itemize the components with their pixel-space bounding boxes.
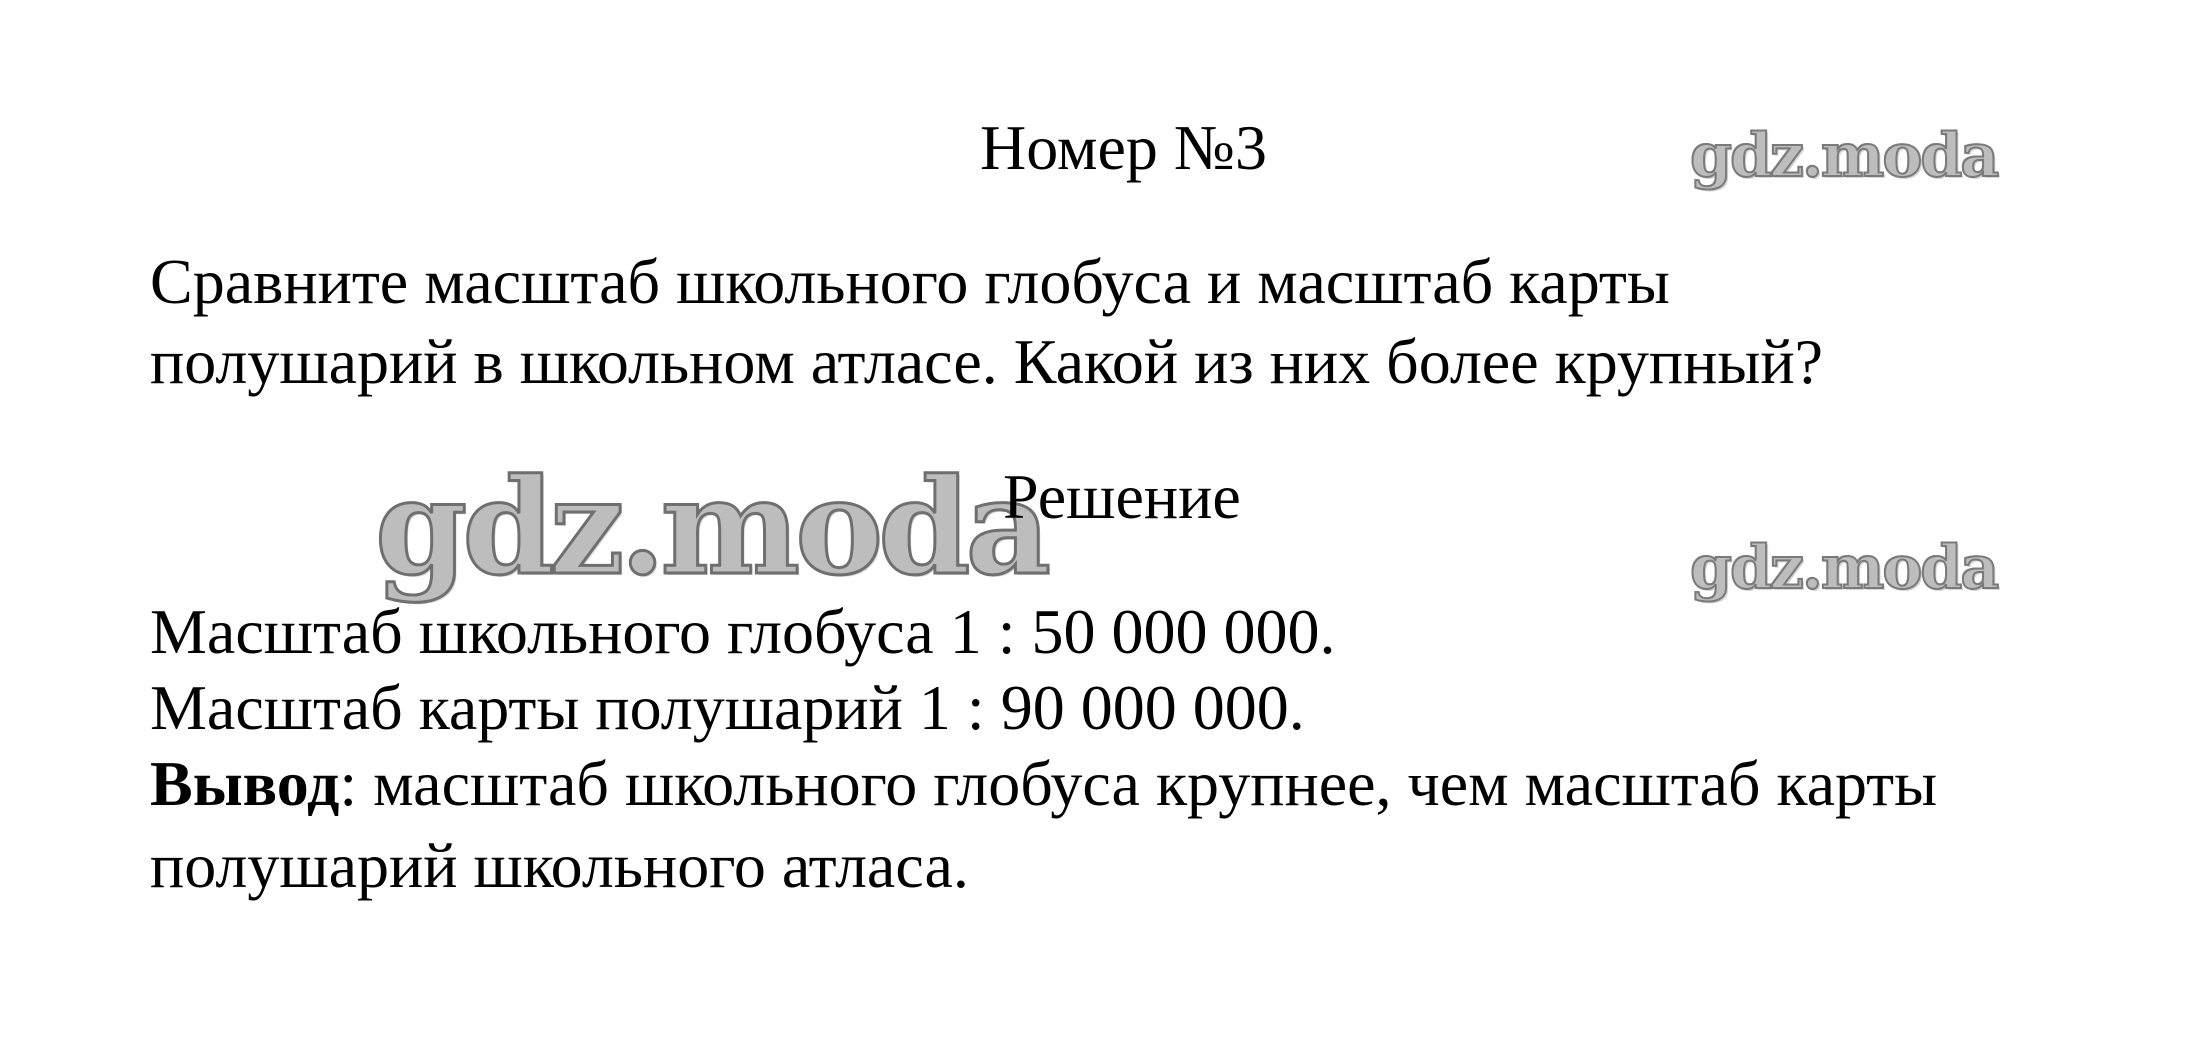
watermark-logo-top: gdz.moda <box>1690 121 1998 191</box>
answer-conclusion-line <box>150 748 1938 819</box>
question-line-2: полушарий в школьном атласе. Какой из них более крупный? <box>150 326 1823 397</box>
answer-line-map-scale: Масштаб карты полушарий 1 : 90 000 000. <box>150 672 1305 743</box>
question-line-1: Сравните масштаб школьного глобуса и масштаб карты <box>150 246 1670 317</box>
watermark-logo-large: gdz.moda <box>375 450 1047 605</box>
solution-heading: Решение <box>1003 461 1241 532</box>
conclusion-label: Вывод <box>150 748 340 819</box>
watermark-logo-middle: gdz.moda <box>1690 533 1998 603</box>
answer-line-globe-scale: Масштаб школьного глобуса 1 : 50 000 000. <box>150 596 1336 667</box>
answer-line-4: полушарий школьного атласа. <box>150 830 969 901</box>
page-title: Номер №3 <box>980 112 1267 183</box>
conclusion-text: : масштаб школьного глобуса крупнее, чем масштаб карты <box>339 748 1938 819</box>
